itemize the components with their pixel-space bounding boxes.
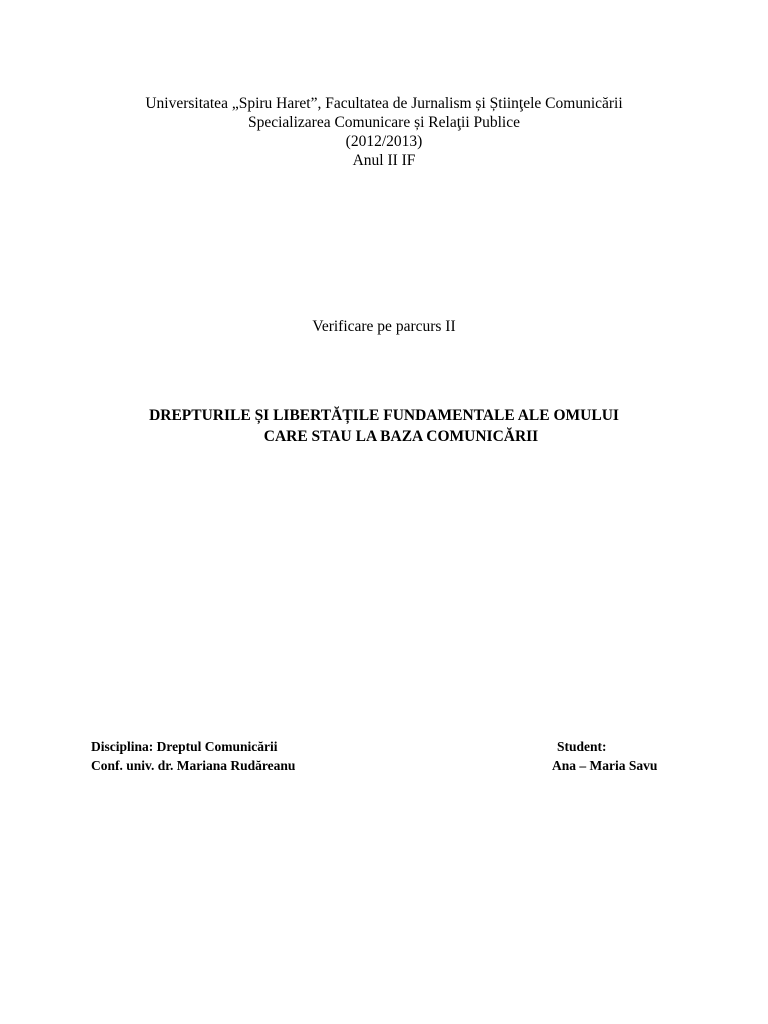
professor-name: Conf. univ. dr. Mariana Rudăreanu (91, 758, 296, 773)
university-line: Universitatea „Spiru Haret”, Facultatea de Jurnalism și Știinţele Comunicării (145, 95, 623, 112)
student-label: Student: (557, 739, 607, 754)
document-title (0, 405, 768, 447)
student-name: Ana – Maria Savu (552, 758, 658, 773)
student-info (552, 737, 657, 775)
institution-header (0, 94, 768, 170)
assessment-subtitle: Verificare pe parcurs II (312, 318, 456, 335)
discipline-label: Disciplina: Dreptul Comunicării (91, 739, 278, 754)
study-year-line: Anul II IF (352, 152, 416, 169)
specialization-line: Specializarea Comunicare și Relaţii Publice (247, 114, 520, 131)
title-line-1: DREPTURILE ȘI LIBERTĂȚILE FUNDAMENTALE ALE OMULUI (149, 407, 619, 424)
course-info (91, 737, 295, 775)
academic-year-line: (2012/2013) (345, 133, 423, 150)
title-line-2: CARE STAU LA BAZA COMUNICĂRII (263, 428, 539, 445)
